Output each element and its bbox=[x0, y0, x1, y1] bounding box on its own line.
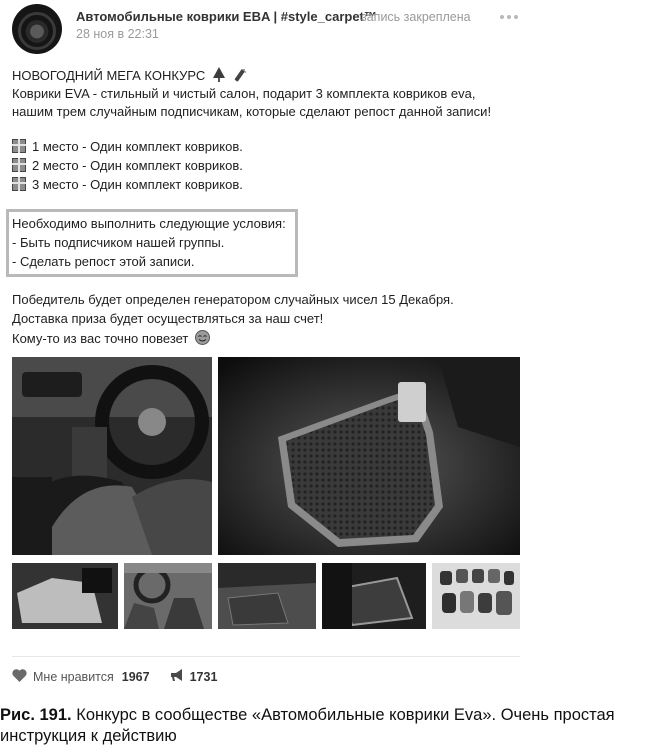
condition-item-1: - Быть подписчиком нашей группы. bbox=[12, 235, 225, 250]
repost-count: 1731 bbox=[189, 669, 218, 684]
like-label[interactable]: Мне нравится bbox=[33, 669, 114, 684]
smile-emoji-icon bbox=[195, 330, 210, 349]
photo-car-interior[interactable] bbox=[12, 357, 212, 555]
more-dots-icon[interactable] bbox=[500, 15, 518, 19]
gift-icon bbox=[12, 158, 26, 172]
condition-item-2: - Сделать репост этой записи. bbox=[12, 254, 195, 269]
prize-item-3 bbox=[12, 177, 243, 193]
intro-line-1: Коврики EVA - стильный и чистый салон, подарит 3 комплекта ковриков eva, bbox=[12, 86, 476, 101]
post-author-link[interactable]: Автомобильные коврики EBA | #style_carpet™ bbox=[76, 9, 377, 24]
christmas-tree-icon bbox=[212, 67, 226, 86]
champagne-icon bbox=[233, 67, 247, 86]
photo-floor-mat[interactable] bbox=[218, 357, 520, 555]
post-footer-divider bbox=[12, 656, 520, 657]
figure-caption bbox=[0, 705, 648, 747]
intro-line-2: нашим трем случайным подписчикам, которые сделают репост данной записи! bbox=[12, 104, 492, 119]
outro-text: Кому-то из вас точно повезет bbox=[12, 331, 189, 346]
post-actions bbox=[12, 668, 237, 685]
outro-line-1: Победитель будет определен генератором случайных чисел 15 Декабря. bbox=[12, 292, 454, 307]
photo-thumb-1[interactable] bbox=[12, 563, 118, 629]
photo-thumb-3[interactable] bbox=[218, 563, 316, 629]
prize-text: 1 место - Один комплект ковриков. bbox=[32, 139, 243, 154]
photo-thumb-5[interactable] bbox=[432, 563, 520, 629]
caption-label: Рис. 191. bbox=[0, 706, 72, 724]
like-count: 1967 bbox=[121, 669, 150, 684]
outro-line-3 bbox=[12, 330, 210, 349]
megaphone-icon[interactable] bbox=[170, 668, 184, 685]
photo-thumb-2[interactable] bbox=[124, 563, 212, 629]
post-date-link[interactable]: 28 ноя в 22:31 bbox=[76, 27, 159, 41]
prize-text: 3 место - Один комплект ковриков. bbox=[32, 177, 243, 192]
caption-text: Конкурс в сообществе «Автомобильные коврики Eva». Очень простая инструкция к действию bbox=[0, 706, 615, 745]
prize-item-1 bbox=[12, 139, 243, 155]
post-title: НОВОГОДНИЙ МЕГА КОНКУРС bbox=[12, 68, 206, 83]
pinned-label: запись закреплена bbox=[361, 10, 471, 24]
prize-item-2 bbox=[12, 158, 243, 174]
photo-thumb-4[interactable] bbox=[322, 563, 426, 629]
outro-line-2: Доставка приза будет осуществляться за наш счет! bbox=[12, 311, 324, 326]
conditions-title: Необходимо выполнить следующие условия: bbox=[12, 216, 286, 231]
gift-icon bbox=[12, 177, 26, 191]
gift-icon bbox=[12, 139, 26, 153]
prize-text: 2 место - Один комплект ковриков. bbox=[32, 158, 243, 173]
community-avatar[interactable] bbox=[12, 4, 62, 54]
post-title-line bbox=[12, 67, 247, 86]
heart-icon[interactable] bbox=[12, 669, 27, 685]
